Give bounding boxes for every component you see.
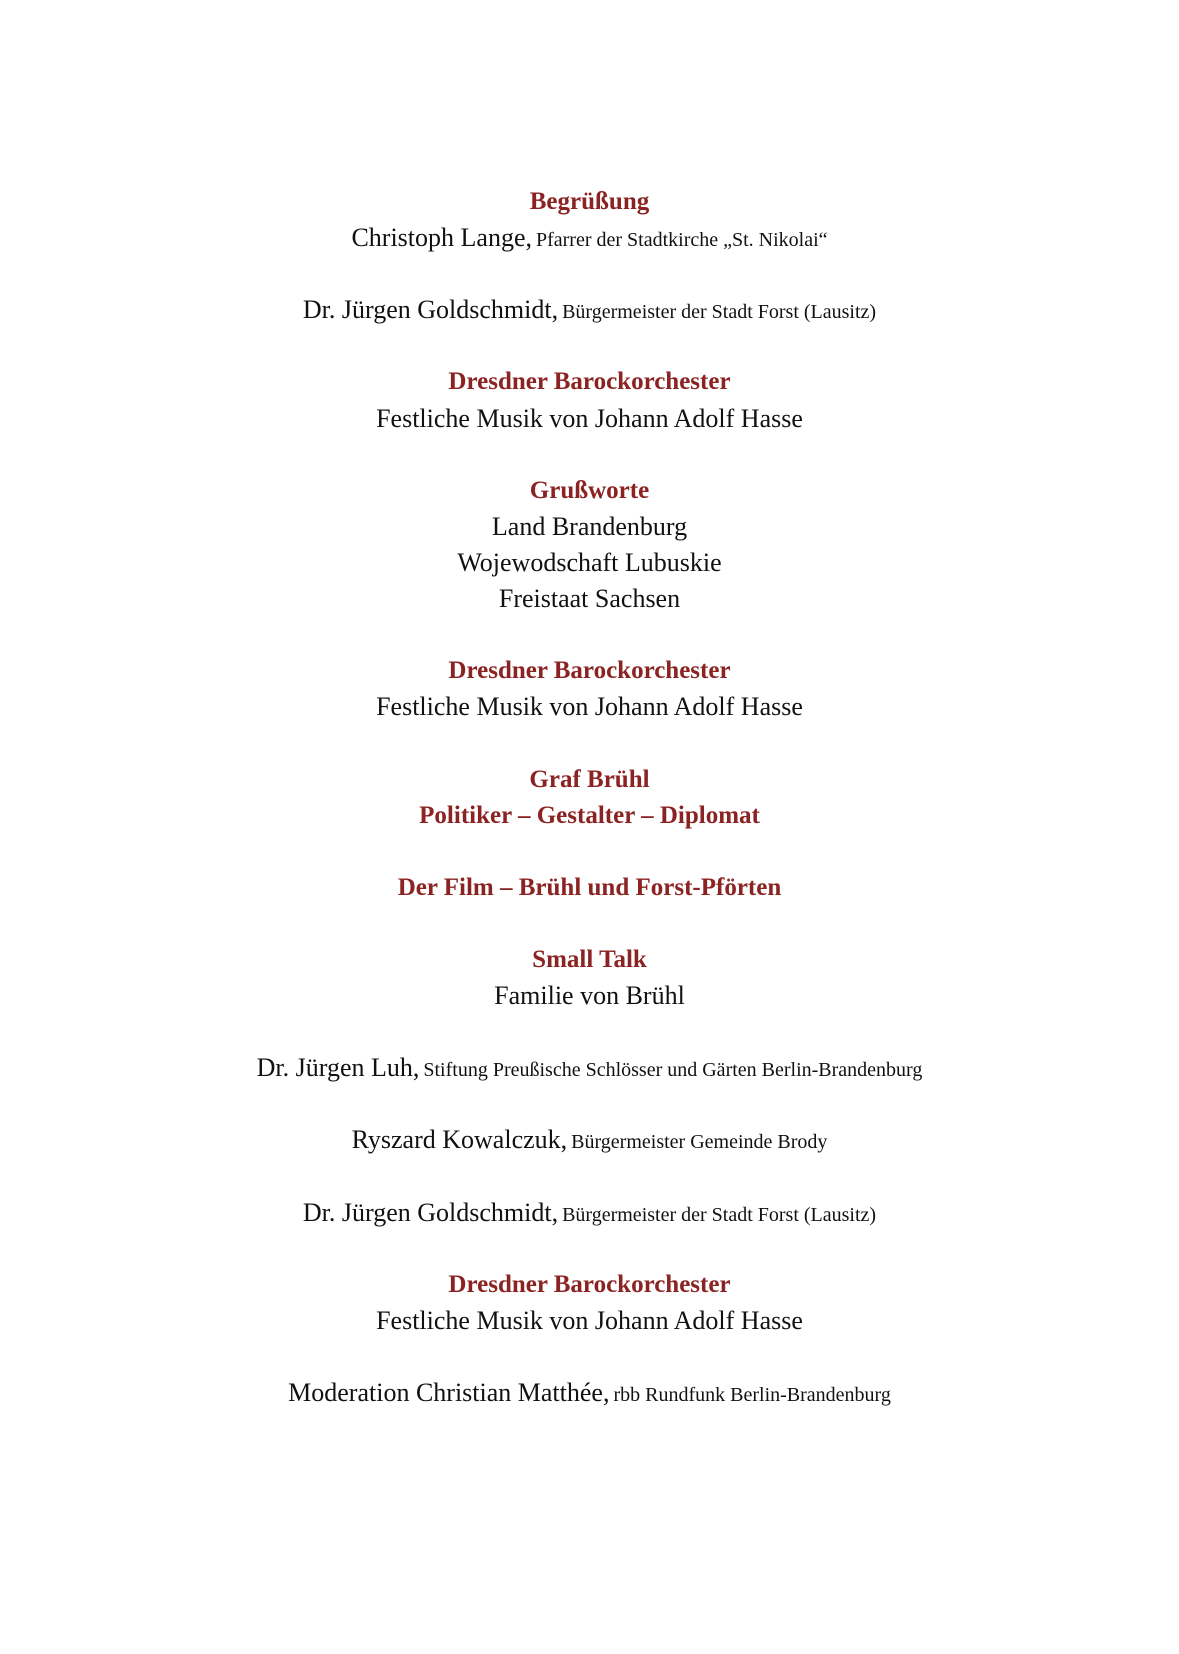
moderator-name: Moderation Christian Matthée, [288,1378,610,1408]
family-name: Familie von Brühl [494,981,685,1011]
heading-film: Der Film – Brühl und Forst-Pförten [397,873,782,901]
speaker-role: Bürgermeister der Stadt Forst (Lausitz) [562,301,877,324]
speaker-role: Bürgermeister der Stadt Forst (Lausitz) [562,1203,877,1226]
spacer [0,1159,1179,1195]
spacer [0,617,1179,653]
spacer [0,834,1179,870]
heading-orchestra: Dresdner Barockorchester [448,1270,731,1298]
spacer [0,1086,1179,1122]
moderator-role: rbb Rundfunk Berlin-Brandenburg [613,1384,891,1407]
heading-orchestra: Dresdner Barockorchester [448,368,731,396]
heading-grussworte: Grußworte [529,476,650,504]
speaker-name: Dr. Jürgen Goldschmidt, [302,295,559,325]
spacer [0,1339,1179,1375]
music-description: Festliche Musik von Johann Adolf Hasse [376,692,803,722]
spacer [0,328,1179,364]
speaker-role: Pfarrer der Stadtkirche „St. Nikolai“ [535,229,828,252]
speaker-goldschmidt [0,1195,1179,1231]
moderation [0,1375,1179,1411]
greeting-lubuskie: Wojewodschaft Lubuskie [457,547,722,577]
spacer [0,437,1179,473]
speaker-christoph-lange [0,220,1179,256]
speaker-name: Dr. Jürgen Luh, [256,1053,420,1083]
speaker-goldschmidt [0,292,1179,328]
music-description: Festliche Musik von Johann Adolf Hasse [376,403,803,433]
speaker-name: Ryszard Kowalczuk, [351,1125,568,1155]
heading-orchestra: Dresdner Barockorchester [448,657,731,685]
music-description: Festliche Musik von Johann Adolf Hasse [376,1305,803,1335]
speaker-role: Bürgermeister Gemeinde Brody [571,1131,828,1154]
speaker-luh [0,1050,1179,1086]
spacer [0,1014,1179,1050]
spacer [0,1231,1179,1267]
speaker-role: Stiftung Preußische Schlösser und Gärten Berlin-Brandenburg [423,1059,923,1082]
spacer [0,256,1179,292]
greeting-sachsen: Freistaat Sachsen [498,584,681,614]
program-list [0,184,1179,1411]
heading-graf-bruehl: Graf Brühl [529,765,650,793]
speaker-kowalczuk [0,1122,1179,1158]
spacer [0,725,1179,761]
speaker-name: Christoph Lange, [351,223,532,253]
speaker-name: Dr. Jürgen Goldschmidt, [302,1197,559,1227]
spacer [0,906,1179,942]
heading-subtitle: Politiker – Gestalter – Diplomat [419,801,760,829]
heading-begruessung: Begrüßung [529,188,650,215]
heading-small-talk: Small Talk [532,945,647,973]
greeting-brandenburg: Land Brandenburg [491,511,688,541]
